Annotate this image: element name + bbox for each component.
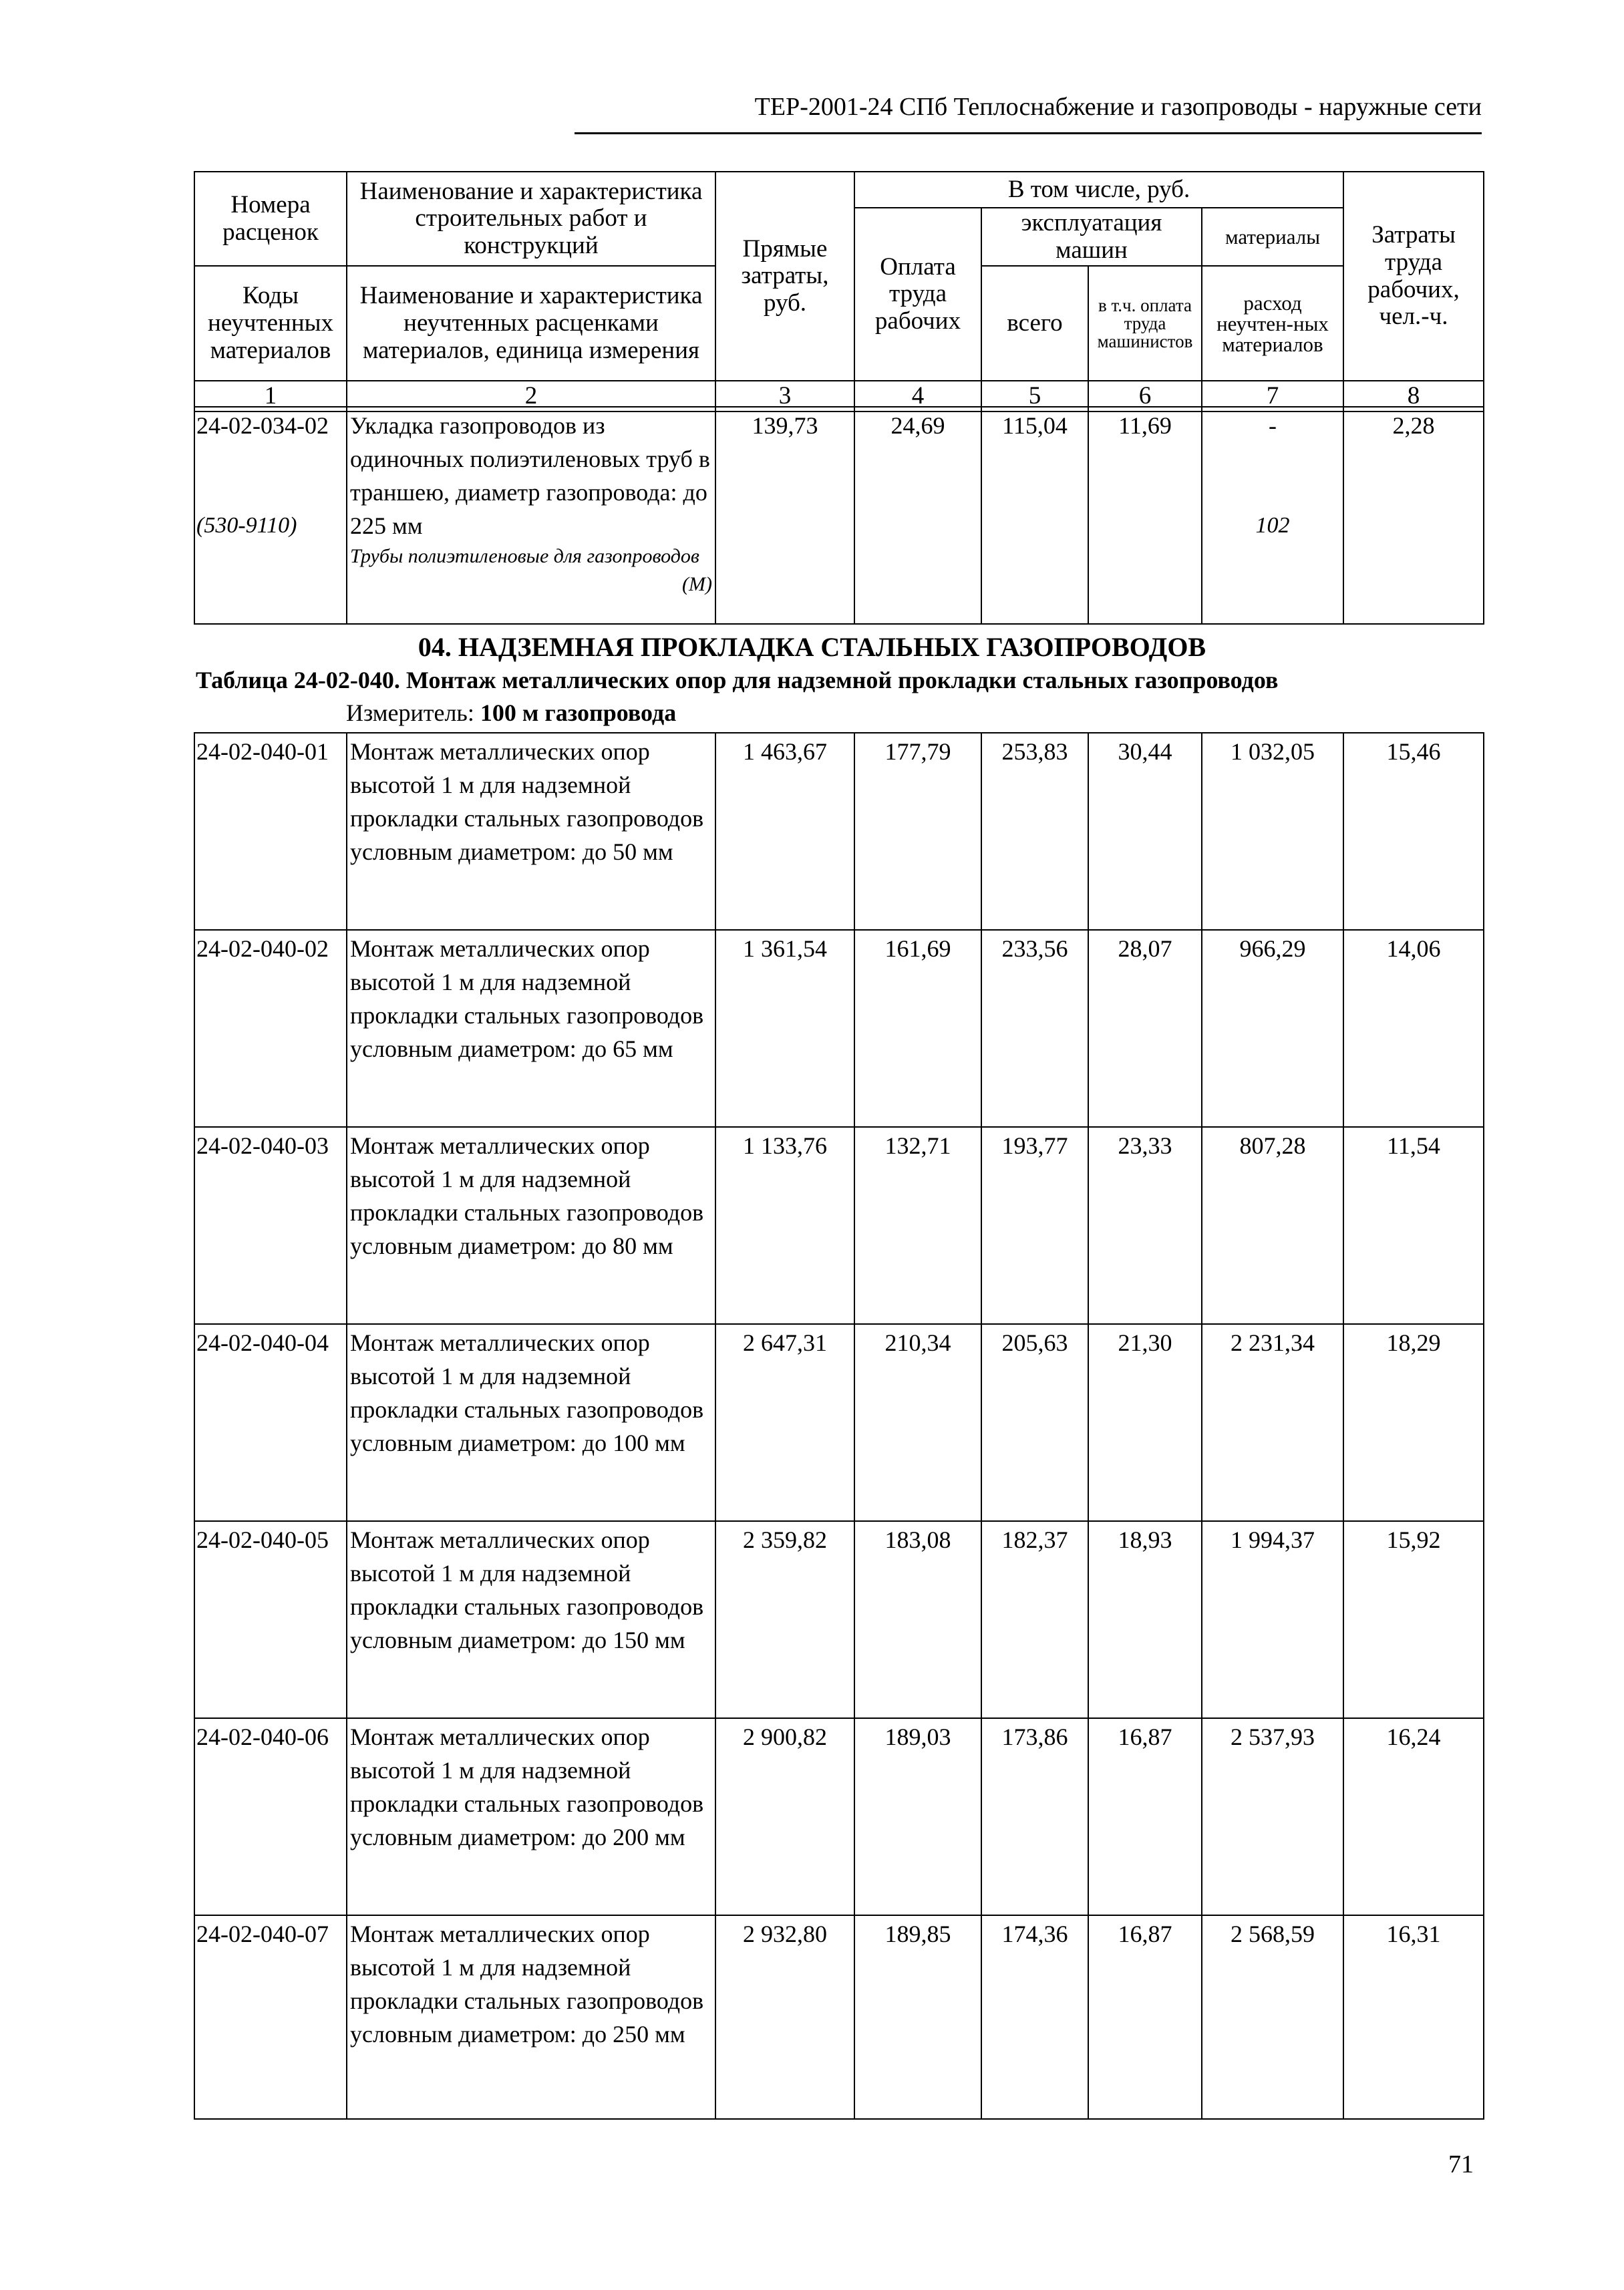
- materials-cost: 2 568,59: [1202, 1915, 1343, 2119]
- direct-costs: 139,73: [715, 407, 854, 624]
- col-number: 6: [1088, 381, 1202, 412]
- col4-header: Оплата труда рабочих: [854, 208, 981, 381]
- table-row: [194, 733, 1484, 930]
- direct-costs: 1 463,67: [715, 733, 854, 930]
- col6-header: в т.ч. оплата труда машинистов: [1088, 266, 1202, 381]
- meter: [346, 699, 676, 727]
- column-header-table: [194, 171, 1484, 412]
- rate-name: Монтаж металлических опор высотой 1 м для надземной прокладки стальных газопроводов условным диаметром: до 65 мм: [347, 930, 715, 1127]
- rate-code: 24-02-040-04: [194, 1324, 347, 1521]
- col-number: 7: [1202, 381, 1343, 412]
- materials-header: материалы: [1202, 208, 1343, 266]
- rate-name: Монтаж металлических опор высотой 1 м для надземной прокладки стальных газопроводов условным диаметром: до 150 мм: [347, 1521, 715, 1718]
- machines-total: 205,63: [981, 1324, 1088, 1521]
- materials-cost: 807,28: [1202, 1127, 1343, 1324]
- machines-header: эксплуатация машин: [981, 208, 1202, 266]
- rate-table-24-02-040: [194, 732, 1484, 2120]
- labor-pay: 132,71: [854, 1127, 981, 1324]
- col-number: 8: [1343, 381, 1484, 412]
- rate-name: Монтаж металлических опор высотой 1 м для надземной прокладки стальных газопроводов условным диаметром: до 200 мм: [347, 1718, 715, 1915]
- materials-cost: 2 231,34: [1202, 1324, 1343, 1521]
- machines-total: 193,77: [981, 1127, 1088, 1324]
- machinists-pay: 16,87: [1088, 1915, 1202, 2119]
- direct-costs: 2 359,82: [715, 1521, 854, 1718]
- materials-cost: 2 537,93: [1202, 1718, 1343, 1915]
- machines-total: 115,04: [981, 407, 1088, 624]
- col-number: 5: [981, 381, 1088, 412]
- machinists-pay: 18,93: [1088, 1521, 1202, 1718]
- direct-costs: 2 900,82: [715, 1718, 854, 1915]
- labor-pay: 183,08: [854, 1521, 981, 1718]
- labor-pay: 24,69: [854, 407, 981, 624]
- table-row: [194, 407, 1484, 624]
- table-row: [194, 1127, 1484, 1324]
- labor-pay: 210,34: [854, 1324, 981, 1521]
- meter-label: Измеритель:: [346, 699, 474, 726]
- col7-header: расход неучтен-ных материалов: [1202, 266, 1343, 381]
- col2-header-bottom: Наименование и характеристика неучтенных расценками материалов, единица измерения: [347, 266, 715, 381]
- rate-code: 24-02-040-01: [194, 733, 347, 930]
- labor-pay: 177,79: [854, 733, 981, 930]
- col-number: 4: [854, 381, 981, 412]
- labor-pay: 189,03: [854, 1718, 981, 1915]
- table-row: [194, 930, 1484, 1127]
- table-row: [194, 1718, 1484, 1915]
- rate-code: 24-02-040-03: [194, 1127, 347, 1324]
- rate-code: 24-02-040-02: [194, 930, 347, 1127]
- rate-name: Монтаж металлических опор высотой 1 м для надземной прокладки стальных газопроводов условным диаметром: до 100 мм: [347, 1324, 715, 1521]
- rate-name: Монтаж металлических опор высотой 1 м для надземной прокладки стальных газопроводов условным диаметром: до 250 мм: [347, 1915, 715, 2119]
- machines-total: 173,86: [981, 1718, 1088, 1915]
- rate-code: 24-02-040-07: [194, 1915, 347, 2119]
- col-number: 2: [347, 381, 715, 412]
- rate-code: 24-02-040-05: [194, 1521, 347, 1718]
- materials-cost: -: [1269, 412, 1277, 439]
- col5-header: всего: [981, 266, 1088, 381]
- labor-hours: 16,31: [1343, 1915, 1484, 2119]
- labor-hours: 2,28: [1343, 407, 1484, 624]
- meter-value: 100 м газопровода: [480, 699, 677, 726]
- table-row: [194, 1521, 1484, 1718]
- machines-total: 253,83: [981, 733, 1088, 930]
- materials-cost: 1 032,05: [1202, 733, 1343, 930]
- col8-header: Затраты труда рабочих, чел.-ч.: [1343, 172, 1484, 381]
- machinists-pay: 21,30: [1088, 1324, 1202, 1521]
- page-number: 71: [1448, 2150, 1474, 2178]
- labor-pay: 161,69: [854, 930, 981, 1127]
- rate-name: Монтаж металлических опор высотой 1 м для надземной прокладки стальных газопроводов условным диаметром: до 50 мм: [347, 733, 715, 930]
- machinists-pay: 11,69: [1088, 407, 1202, 624]
- material-unit: (М): [682, 573, 712, 595]
- col2-header-top: Наименование и характеристика строительных работ и конструкций: [347, 172, 715, 266]
- direct-costs: 2 647,31: [715, 1324, 854, 1521]
- materials-cost: 1 994,37: [1202, 1521, 1343, 1718]
- labor-hours: 15,92: [1343, 1521, 1484, 1718]
- labor-hours: 11,54: [1343, 1127, 1484, 1324]
- rows-body: [194, 733, 1484, 2119]
- machinists-pay: 16,87: [1088, 1718, 1202, 1915]
- machinists-pay: 23,33: [1088, 1127, 1202, 1324]
- labor-pay: 189,85: [854, 1915, 981, 2119]
- materials-cost: 966,29: [1202, 930, 1343, 1127]
- direct-costs: 1 361,54: [715, 930, 854, 1127]
- material-code: (530-9110): [196, 513, 297, 538]
- machines-total: 182,37: [981, 1521, 1088, 1718]
- labor-hours: 16,24: [1343, 1718, 1484, 1915]
- labor-hours: 18,29: [1343, 1324, 1484, 1521]
- rate-table-24-02-034: [194, 406, 1484, 625]
- direct-costs: 1 133,76: [715, 1127, 854, 1324]
- col3-header: Прямые затраты, руб.: [715, 172, 854, 381]
- table-row: [194, 1324, 1484, 1521]
- col1-header-bottom: Коды неучтенных материалов: [194, 266, 347, 381]
- rate-code: 24-02-034-02: [196, 412, 329, 439]
- material-quantity: 102: [1255, 513, 1290, 538]
- direct-costs: 2 932,80: [715, 1915, 854, 2119]
- rate-name: Монтаж металлических опор высотой 1 м для надземной прокладки стальных газопроводов условным диаметром: до 80 мм: [347, 1127, 715, 1324]
- group-header: В том числе, руб.: [854, 172, 1343, 208]
- machines-total: 233,56: [981, 930, 1088, 1127]
- machinists-pay: 28,07: [1088, 930, 1202, 1127]
- rate-name: Укладка газопроводов из одиночных полиэтиленовых труб в траншею, диаметр газопровода: до 225 мм: [350, 412, 710, 539]
- col-number: 3: [715, 381, 854, 412]
- labor-hours: 14,06: [1343, 930, 1484, 1127]
- table-row: [194, 1915, 1484, 2119]
- rate-code: 24-02-040-06: [194, 1718, 347, 1915]
- labor-hours: 15,46: [1343, 733, 1484, 930]
- col-number: 1: [194, 381, 347, 412]
- machines-total: 174,36: [981, 1915, 1088, 2119]
- section-title: 04. НАДЗЕМНАЯ ПРОКЛАДКА СТАЛЬНЫХ ГАЗОПРОВОДОВ: [418, 632, 1206, 662]
- machinists-pay: 30,44: [1088, 733, 1202, 930]
- running-header: ТЕР-2001-24 СПб Теплоснабжение и газопроводы - наружные сети: [575, 92, 1482, 134]
- table-title: Таблица 24-02-040. Монтаж металлических опор для надземной прокладки стальных газопроводов: [196, 667, 1279, 693]
- material-name: Трубы полиэтиленовые для газопроводов: [350, 545, 699, 567]
- col1-header-top: Номера расценок: [194, 172, 347, 266]
